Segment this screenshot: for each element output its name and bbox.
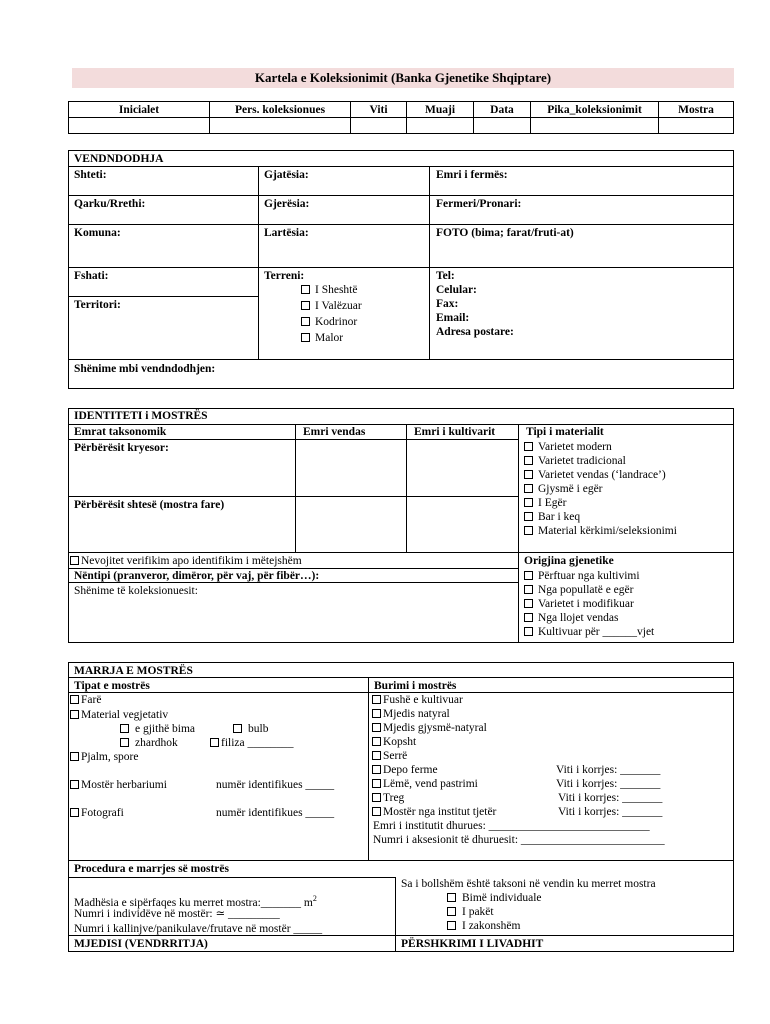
checkbox-icon[interactable] bbox=[524, 498, 533, 507]
source-option[interactable]: Serrë bbox=[372, 749, 407, 763]
harvest-year-field[interactable]: Viti i korrjes: _______ bbox=[558, 806, 663, 818]
checkbox-icon[interactable] bbox=[447, 907, 456, 916]
procedure-header: Procedura e marrjes së mostrës bbox=[74, 863, 229, 875]
header-sample: Mostra bbox=[659, 102, 734, 118]
source-option[interactable]: Mjedis natyral bbox=[372, 707, 450, 721]
terrain-option-mountain[interactable]: Malor bbox=[301, 331, 343, 345]
checkbox-icon[interactable] bbox=[372, 807, 381, 816]
latitude-label: Gjerësia: bbox=[264, 198, 310, 210]
extra-components-label: Përbërësit shtesë (mostra fare) bbox=[74, 499, 225, 511]
checkbox-icon[interactable] bbox=[447, 921, 456, 930]
checkbox-icon[interactable] bbox=[301, 317, 310, 326]
col-local-name: Emri vendas bbox=[303, 426, 366, 438]
seed-heads-field[interactable]: Numri i kallinjve/panikulave/frutave në mostër _____ bbox=[74, 923, 323, 935]
header-month: Muaji bbox=[407, 102, 474, 118]
terrain-option-hilly[interactable]: Kodrinor bbox=[301, 315, 357, 329]
district-label: Qarku/Rrethi: bbox=[74, 198, 146, 210]
postal-address-label: Adresa postare: bbox=[436, 326, 514, 338]
material-type-option[interactable]: Varietet modern bbox=[524, 440, 612, 454]
environment-header: MJEDISI (VENDRRITJA) bbox=[74, 938, 208, 950]
abundance-option[interactable]: I zakonshëm bbox=[447, 919, 520, 933]
checkbox-icon[interactable] bbox=[372, 723, 381, 732]
genetic-origin-header: Origjina gjenetike bbox=[524, 555, 614, 567]
origin-option[interactable]: Varietet i modifikuar bbox=[524, 597, 634, 611]
sample-type-pollen[interactable]: Pjalm, spore bbox=[70, 750, 139, 764]
checkbox-icon[interactable] bbox=[372, 695, 381, 704]
photos-id-field[interactable]: numër identifikues _____ bbox=[216, 807, 335, 819]
source-option[interactable]: Mjedis gjysmë-natyral bbox=[372, 721, 487, 735]
checkbox-icon[interactable] bbox=[524, 442, 533, 451]
source-option[interactable]: Lëmë, vend pastrimi bbox=[372, 777, 478, 791]
donor-accession-field[interactable]: Numri i aksesionit të dhuruesit: _________________________ bbox=[373, 834, 665, 846]
tel-label: Tel: bbox=[436, 270, 455, 282]
checkbox-icon[interactable] bbox=[524, 470, 533, 479]
subtype-label: Nëntipi (pranveror, dimëror, për vaj, për fibër…): bbox=[74, 570, 320, 582]
material-type-option[interactable]: Varietet tradicional bbox=[524, 454, 626, 468]
checkbox-icon[interactable] bbox=[372, 751, 381, 760]
longitude-label: Gjatësia: bbox=[264, 169, 309, 181]
veg-whole-plant[interactable]: e gjithë bima bbox=[120, 722, 195, 736]
country-label: Shteti: bbox=[74, 169, 107, 181]
header-collector: Pers. koleksionues bbox=[210, 102, 351, 118]
email-label: Email: bbox=[436, 312, 470, 324]
header-initials: Inicialet bbox=[69, 102, 210, 118]
harvest-year-field[interactable]: Viti i korrjes: _______ bbox=[556, 764, 661, 776]
col-taxonomic: Emrat taksonomik bbox=[74, 426, 167, 438]
sample-type-vegetative[interactable]: Material vegjetativ bbox=[70, 708, 168, 722]
fax-label: Fax: bbox=[436, 298, 459, 310]
origin-option[interactable]: Nga popullatë e egër bbox=[524, 583, 633, 597]
checkbox-icon[interactable] bbox=[372, 779, 381, 788]
source-option[interactable]: Fushë e kultivuar bbox=[372, 693, 463, 707]
sample-types-header: Tipat e mostrës bbox=[74, 680, 150, 692]
header-collection-point: Pika_koleksionimit bbox=[531, 102, 659, 118]
sample-type-herbarium[interactable]: Mostër herbariumi bbox=[70, 778, 167, 792]
checkbox-icon[interactable] bbox=[372, 765, 381, 774]
territory-label: Territori: bbox=[74, 299, 121, 311]
collection-point-field[interactable] bbox=[531, 118, 659, 134]
checkbox-icon[interactable] bbox=[524, 456, 533, 465]
checkbox-icon[interactable] bbox=[524, 585, 533, 594]
collector-field[interactable] bbox=[210, 118, 351, 134]
veg-bulb[interactable]: bulb bbox=[233, 722, 268, 736]
month-field[interactable] bbox=[407, 118, 474, 134]
altitude-label: Lartësia: bbox=[264, 227, 309, 239]
material-type-option[interactable]: I Egër bbox=[524, 496, 566, 510]
herbarium-id-field[interactable]: numër identifikues _____ bbox=[216, 779, 335, 791]
location-section bbox=[68, 150, 734, 389]
abundance-option[interactable]: I pakët bbox=[447, 905, 494, 919]
col-material-type: Tipi i materialit bbox=[526, 426, 604, 438]
checkbox-icon[interactable] bbox=[372, 709, 381, 718]
material-type-option[interactable]: Bar i keq bbox=[524, 510, 580, 524]
sample-type-seed[interactable]: Farë bbox=[70, 693, 101, 707]
header-year: Viti bbox=[351, 102, 407, 118]
terrain-option-undulating[interactable]: I Valëzuar bbox=[301, 299, 362, 313]
farm-name-label: Emri i fermës: bbox=[436, 169, 508, 181]
date-field[interactable] bbox=[474, 118, 531, 134]
checkbox-icon[interactable] bbox=[70, 780, 79, 789]
checkbox-icon[interactable] bbox=[524, 599, 533, 608]
origin-option[interactable]: Nga llojet vendas bbox=[524, 611, 618, 625]
harvest-year-field[interactable]: Viti i korrjes: _______ bbox=[556, 778, 661, 790]
checkbox-icon[interactable] bbox=[70, 695, 79, 704]
checkbox-icon[interactable] bbox=[70, 556, 79, 565]
checkbox-icon[interactable] bbox=[524, 627, 533, 636]
donor-institute-field[interactable]: Emri i institutit dhurues: ____________________________ bbox=[373, 820, 650, 832]
needs-verification-option[interactable]: Nevojitet verifikim apo identifikim i mëtejshëm bbox=[70, 554, 302, 568]
col-cultivar: Emri i kultivarit bbox=[414, 426, 496, 438]
farmer-label: Fermeri/Pronari: bbox=[436, 198, 522, 210]
checkbox-icon[interactable] bbox=[524, 512, 533, 521]
abundance-label: Sa i bollshëm është taksoni në vendin ku merret mostra bbox=[401, 878, 656, 890]
collection-header-table bbox=[68, 101, 734, 134]
terrain-label: Terreni: bbox=[264, 270, 305, 282]
photo-label: FOTO (bima; farat/fruti-at) bbox=[436, 227, 574, 239]
area-field[interactable]: Madhësia e sipërfaqes ku merret mostra:_______ $m^2$ bbox=[74, 894, 317, 909]
checkbox-icon[interactable] bbox=[301, 333, 310, 342]
sample-type-photos[interactable]: Fotografi bbox=[70, 806, 124, 820]
pasture-header: PËRSHKRIMI I LIVADHIT bbox=[401, 938, 544, 950]
checkbox-icon[interactable] bbox=[70, 710, 79, 719]
checkbox-icon[interactable] bbox=[301, 301, 310, 310]
sample-source-header: Burimi i mostrës bbox=[374, 680, 457, 692]
checkbox-icon[interactable] bbox=[524, 484, 533, 493]
initials-field[interactable] bbox=[69, 118, 210, 134]
year-field[interactable] bbox=[351, 118, 407, 134]
source-option[interactable]: Mostër nga institut tjetër bbox=[372, 805, 496, 819]
checkbox-icon[interactable] bbox=[524, 613, 533, 622]
checkbox-icon[interactable] bbox=[524, 571, 533, 580]
origin-option[interactable]: Kultivuar për ______vjet bbox=[524, 625, 654, 639]
location-header: VENDNDODHJA bbox=[74, 153, 164, 165]
terrain-option-flat[interactable]: I Sheshtë bbox=[301, 283, 357, 297]
commune-label: Komuna: bbox=[74, 227, 121, 239]
identity-header: IDENTITETI i MOSTRËS bbox=[74, 410, 208, 422]
checkbox-icon[interactable] bbox=[301, 285, 310, 294]
checkbox-icon[interactable] bbox=[70, 752, 79, 761]
checkbox-icon[interactable] bbox=[372, 737, 381, 746]
form-title: Kartela e Koleksionimit (Banka Gjenetike Shqiptare) bbox=[72, 68, 734, 88]
material-type-option[interactable]: Material kërkimi/seleksionimi bbox=[524, 524, 677, 538]
sample-field[interactable] bbox=[659, 118, 734, 134]
checkbox-icon[interactable] bbox=[447, 893, 456, 902]
veg-shoots[interactable]: filiza ________ bbox=[210, 736, 294, 750]
checkbox-icon[interactable] bbox=[233, 724, 242, 733]
source-option[interactable]: Treg bbox=[372, 791, 404, 805]
header-date: Data bbox=[474, 102, 531, 118]
source-option[interactable]: Kopsht bbox=[372, 735, 416, 749]
checkbox-icon[interactable] bbox=[524, 526, 533, 535]
checkbox-icon[interactable] bbox=[70, 808, 79, 817]
main-components-label: Përbërësit kryesor: bbox=[74, 442, 169, 454]
mobile-label: Celular: bbox=[436, 284, 477, 296]
location-notes-label: Shënime mbi vendndodhjen: bbox=[74, 363, 216, 375]
abundance-option[interactable]: Bimë individuale bbox=[447, 891, 542, 905]
source-option[interactable]: Depo ferme bbox=[372, 763, 438, 777]
checkbox-icon[interactable] bbox=[210, 738, 219, 747]
collector-notes-label: Shënime të koleksionuesit: bbox=[74, 585, 198, 597]
checkbox-icon[interactable] bbox=[120, 724, 129, 733]
individuals-field[interactable]: Numri i individëve në mostër: ≃ _________ bbox=[74, 908, 280, 920]
checkbox-icon[interactable] bbox=[120, 738, 129, 747]
sampling-header: MARRJA E MOSTRËS bbox=[74, 665, 193, 677]
material-type-option[interactable]: Varietet vendas (‘landrace’) bbox=[524, 468, 666, 482]
origin-option[interactable]: Përftuar nga kultivimi bbox=[524, 569, 640, 583]
checkbox-icon[interactable] bbox=[372, 793, 381, 802]
harvest-year-field[interactable]: Viti i korrjes: _______ bbox=[558, 792, 663, 804]
material-type-option[interactable]: Gjysmë i egër bbox=[524, 482, 603, 496]
veg-tuber[interactable]: zhardhok bbox=[120, 736, 178, 750]
village-label: Fshati: bbox=[74, 270, 109, 282]
